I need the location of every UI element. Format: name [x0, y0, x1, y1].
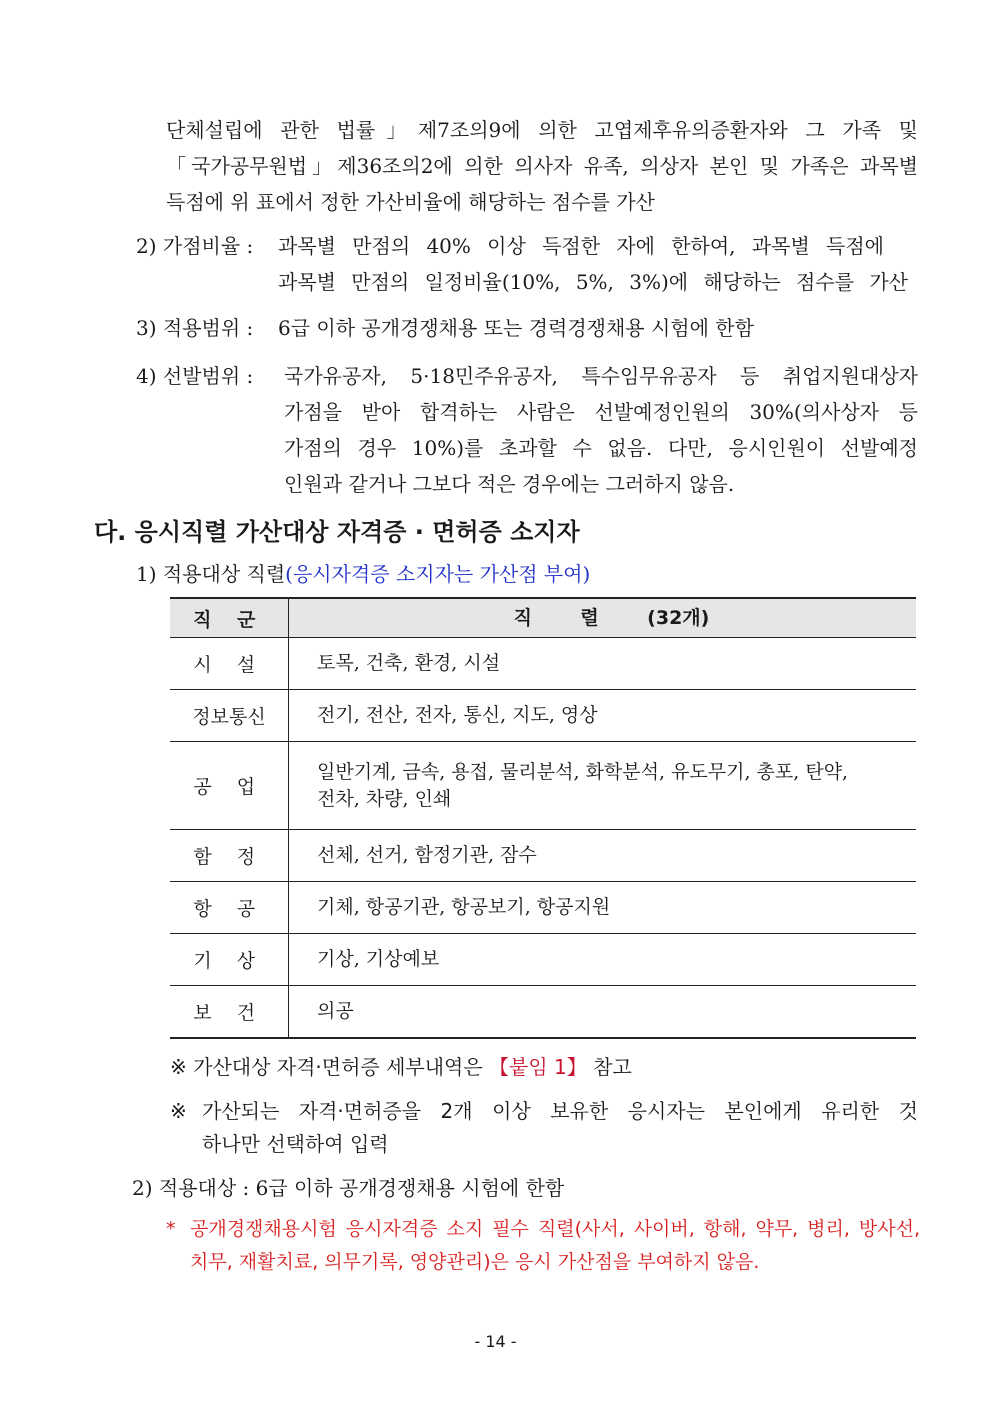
item-4-line-3: 가점의 경우 10%)를 초과할 수 없음. 다만, 응시인원이 선발예정	[284, 436, 918, 460]
table-row	[170, 638, 916, 690]
table-row	[170, 830, 916, 882]
row-group: 정보통신	[170, 690, 289, 742]
row-group: 항 공	[170, 882, 289, 934]
row-series-line-1: 일반기계, 금속, 용접, 물리분석, 화학분석, 유도무기, 총포, 탄약,	[317, 760, 849, 783]
row-series: 선체, 선거, 함정기관, 잠수	[289, 830, 917, 882]
item-3-label: 3) 적용범위 :	[136, 316, 254, 340]
note-2-line-1: 가산되는 자격·면허증을 2개 이상 보유한 응시자는 본인에게 유리한 것	[202, 1099, 918, 1123]
row-series: 토목, 건축, 환경, 시설	[289, 638, 917, 690]
intro-line-1: 단체설립에 관한 법률」제7조의9에 의한 고엽제후유의증환자와 그 가족 및	[166, 118, 918, 142]
series-table	[170, 597, 916, 1039]
note-1-end: 참고	[593, 1055, 632, 1079]
row-group: 함 정	[170, 830, 289, 882]
row-series: 기체, 항공기관, 항공보기, 항공지원	[289, 882, 917, 934]
header-series: 직 렬 (32개)	[289, 598, 917, 638]
item-2-line-2: 과목별 만점의 일정비율(10%, 5%, 3%)에 해당하는 점수를 가산	[278, 270, 908, 294]
note-1	[170, 1050, 632, 1084]
intro-line-3: 득점에 위 표에서 정한 가산비율에 해당하는 점수를 가산	[166, 190, 655, 214]
header-group: 직 군	[170, 598, 289, 638]
table-row	[170, 934, 916, 986]
row-group: 시 설	[170, 638, 289, 690]
note-1-text: 가산대상 자격·면허증 세부내역은	[193, 1055, 483, 1079]
intro-line-2: 「국가공무원법」제36조의2에 의한 의사자 유족, 의상자 본인 및 가족은 과목별	[166, 154, 918, 178]
row-group: 공 업	[170, 742, 289, 830]
sub-2-line: 2) 적용대상 : 6급 이하 공개경쟁채용 시험에 한함	[132, 1176, 565, 1200]
row-series: 의공	[289, 986, 917, 1038]
sub-1-line	[136, 556, 590, 592]
item-2-line-1: 과목별 만점의 40% 이상 득점한 자에 한하여, 과목별 득점에	[278, 234, 884, 258]
row-series-line-2: 전차, 차량, 인쇄	[317, 787, 452, 810]
table-row	[170, 882, 916, 934]
note-2-line-2: 하나만 선택하여 입력	[202, 1132, 389, 1156]
row-series: 기상, 기상예보	[289, 934, 917, 986]
item-4-line-2: 가점을 받아 합격하는 사람은 선발예정인원의 30%(의사상자 등	[284, 400, 918, 424]
sub-2-red-line-1: 공개경쟁채용시험 응시자격증 소지 필수 직렬(사서, 사이버, 항해, 약무, 병리, 방사선,	[190, 1218, 920, 1240]
row-series: 전기, 전산, 전자, 통신, 지도, 영상	[289, 690, 917, 742]
item-4-label: 4) 선발범위 :	[136, 364, 254, 388]
row-group: 보 건	[170, 986, 289, 1038]
item-2-label: 2) 가점비율 :	[136, 234, 254, 258]
table-row	[170, 986, 916, 1038]
page-number: - 14 -	[474, 1332, 517, 1351]
sub-1-note: (응시자격증 소지자는 가산점 부여)	[285, 562, 591, 586]
sub-2-red-line-2: 치무, 재활치료, 의무기록, 영양관리)은 응시 가산점을 부여하지 않음.	[190, 1251, 760, 1273]
row-group: 기 상	[170, 934, 289, 986]
item-4-line-4: 인원과 같거나 그보다 적은 경우에는 그러하지 않음.	[284, 472, 735, 496]
table-row	[170, 690, 916, 742]
note-2-mark: ※	[170, 1099, 187, 1123]
sub-1-prefix: 1) 적용대상 직렬	[136, 562, 286, 586]
item-4-line-1: 국가유공자, 5·18민주유공자, 특수임무유공자 등 취업지원대상자	[284, 364, 918, 388]
row-series	[289, 742, 917, 830]
table-header-row	[170, 598, 916, 638]
note-1-reference: 【붙임 1】	[489, 1055, 587, 1079]
item-3-line-1: 6급 이하 공개경쟁채용 또는 경력경쟁채용 시험에 한함	[278, 316, 754, 340]
note-1-mark: ※	[170, 1055, 187, 1079]
sub-2-star: *	[166, 1218, 176, 1240]
section-da-heading: 다. 응시직렬 가산대상 자격증 · 면허증 소지자	[94, 518, 580, 546]
table-row	[170, 742, 916, 830]
